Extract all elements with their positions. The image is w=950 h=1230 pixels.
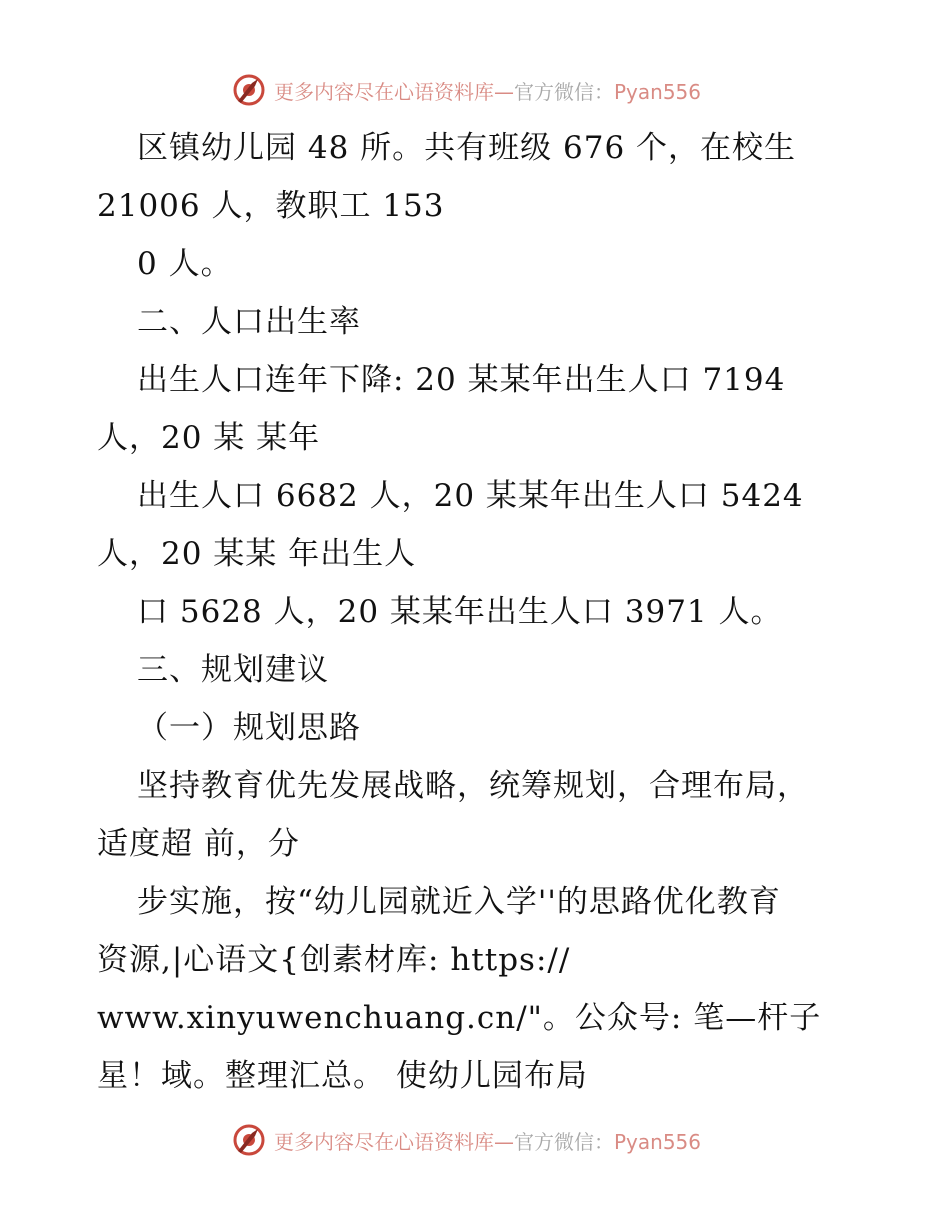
text-line: 适度超 前，分 (97, 826, 300, 862)
watermark-official: 官方微信： (514, 1129, 614, 1154)
watermark-main: 更多内容尽在心语资料库 (274, 79, 494, 104)
text-line: 坚持教育优先发展战略，统筹规划，合理布局， (137, 768, 809, 804)
subsection-heading: （一）规划思路 (137, 710, 361, 746)
watermark-official: 官方微信： (514, 79, 614, 104)
text-line: 区镇幼儿园 48 所。共有班级 676 个，在校生 (137, 130, 797, 166)
watermark-sep: — (494, 79, 514, 104)
section-heading: 二、人口出生率 (137, 304, 361, 340)
section-heading: 三、规划建议 (137, 652, 329, 688)
text-line: 出生人口连年下降: 20 某某年出生人口 7194 (137, 362, 786, 398)
text-line: 0 人。 (137, 246, 233, 282)
pen-logo-icon (232, 1123, 266, 1157)
text-line: 口 5628 人，20 某某年出生人口 3971 人。 (137, 594, 783, 630)
footer-watermark (232, 1120, 701, 1160)
text-line: www.xinyuwenchuang.cn/"。公众号: 笔—杆子 (97, 1000, 822, 1036)
watermark-text (274, 1126, 701, 1155)
text-line: 人，20 某 某年 (97, 420, 321, 456)
text-line: 人，20 某某 年出生人 (97, 536, 417, 572)
watermark-id: Pyan556 (614, 1129, 702, 1154)
watermark-id: Pyan556 (614, 79, 702, 104)
text-line: 出生人口 6682 人，20 某某年出生人口 5424 (137, 478, 804, 514)
text-line: 星！域。整理汇总。 使幼儿园布局 (97, 1058, 588, 1094)
text-line: 资源,|心语文{创素材库: https:// (97, 942, 571, 978)
text-line: 21006 人，教职工 153 (97, 188, 445, 224)
text-line: 步实施，按“幼儿园就近入学''的思路优化教育 (137, 884, 781, 920)
watermark-main: 更多内容尽在心语资料库 (274, 1129, 494, 1154)
watermark-sep: — (494, 1129, 514, 1154)
